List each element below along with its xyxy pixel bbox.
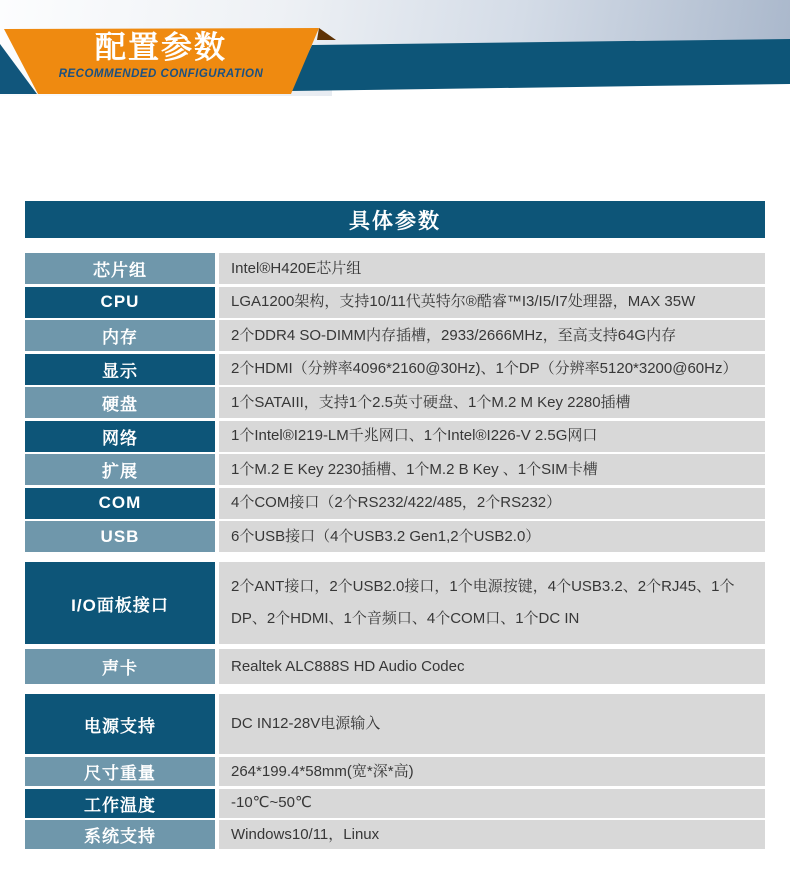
spec-row-label: COM — [25, 488, 215, 519]
spec-row — [25, 320, 765, 351]
spec-row-label: I/O面板接口 — [25, 562, 215, 644]
spec-row-label: CPU — [25, 287, 215, 318]
spec-row-label: 硬盘 — [25, 387, 215, 418]
spec-row — [25, 253, 765, 284]
spec-row-value: 6个USB接口（4个USB3.2 Gen1,2个USB2.0） — [219, 521, 765, 552]
spec-table-body — [25, 253, 765, 849]
spec-row — [25, 354, 765, 385]
spec-row-value: 2个HDMI（分辨率4096*2160@30Hz)、1个DP（分辨率5120*3200@60Hz） — [219, 354, 765, 385]
spec-row-label: 扩展 — [25, 454, 215, 485]
spec-row-value: DC IN12-28V电源输入 — [219, 694, 765, 754]
spec-row-label: 芯片组 — [25, 253, 215, 284]
spec-row-value: 1个SATAIII，支持1个2.5英寸硬盘、1个M.2 M Key 2280插槽 — [219, 387, 765, 418]
spec-row — [25, 789, 765, 818]
spec-row-label: 显示 — [25, 354, 215, 385]
spec-row — [25, 454, 765, 485]
spec-row-label: 尺寸重量 — [25, 757, 215, 786]
spec-table-title-bar — [25, 201, 765, 238]
hero-banner — [0, 0, 790, 96]
spec-row — [25, 820, 765, 849]
hero-text-block — [55, 29, 267, 81]
spec-row — [25, 421, 765, 452]
page-title: 配置参数 — [95, 30, 227, 65]
spec-row-value: -10℃~50℃ — [219, 789, 765, 818]
spec-row — [25, 562, 765, 644]
spec-row-label: 工作温度 — [25, 789, 215, 818]
spec-row — [25, 757, 765, 786]
spec-row-label: 系统支持 — [25, 820, 215, 849]
spec-row — [25, 649, 765, 684]
page-subtitle: RECOMMENDED CONFIGURATION — [58, 68, 264, 80]
spec-row — [25, 387, 765, 418]
spec-row — [25, 694, 765, 754]
spec-table-title: 具体参数 — [349, 209, 441, 233]
spec-row-label: 声卡 — [25, 649, 215, 684]
spec-row-value: Windows10/11，Linux — [219, 820, 765, 849]
spec-row-value: 2个DDR4 SO-DIMM内存插槽，2933/2666MHz，至高支持64G内存 — [219, 320, 765, 351]
spec-row — [25, 287, 765, 318]
spec-row-value: 2个ANT接口，2个USB2.0接口，1个电源按键，4个USB3.2、2个RJ45、1个DP、2个HDMI、1个音频口、4个COM口、1个DC IN — [219, 562, 765, 644]
spec-row-value: Realtek ALC888S HD Audio Codec — [219, 649, 765, 684]
spec-row-label: 网络 — [25, 421, 215, 452]
spec-row — [25, 521, 765, 552]
spec-row-label: 内存 — [25, 320, 215, 351]
spec-row-value: 264*199.4*58mm(宽*深*高) — [219, 757, 765, 786]
spec-row-label: 电源支持 — [25, 694, 215, 754]
spec-row — [25, 488, 765, 519]
spec-row-label: USB — [25, 521, 215, 552]
spec-row-value: Intel®H420E芯片组 — [219, 253, 765, 284]
spec-row-value: 1个Intel®I219-LM千兆网口、1个Intel®I226-V 2.5G网口 — [219, 421, 765, 452]
spec-row-value: LGA1200架构，支持10/11代英特尔®酷睿™I3/I5/I7处理器，MAX 35W — [219, 287, 765, 318]
spec-row-value: 4个COM接口（2个RS232/422/485，2个RS232） — [219, 488, 765, 519]
spec-row-value: 1个M.2 E Key 2230插槽、1个M.2 B Key 、1个SIM卡槽 — [219, 454, 765, 485]
